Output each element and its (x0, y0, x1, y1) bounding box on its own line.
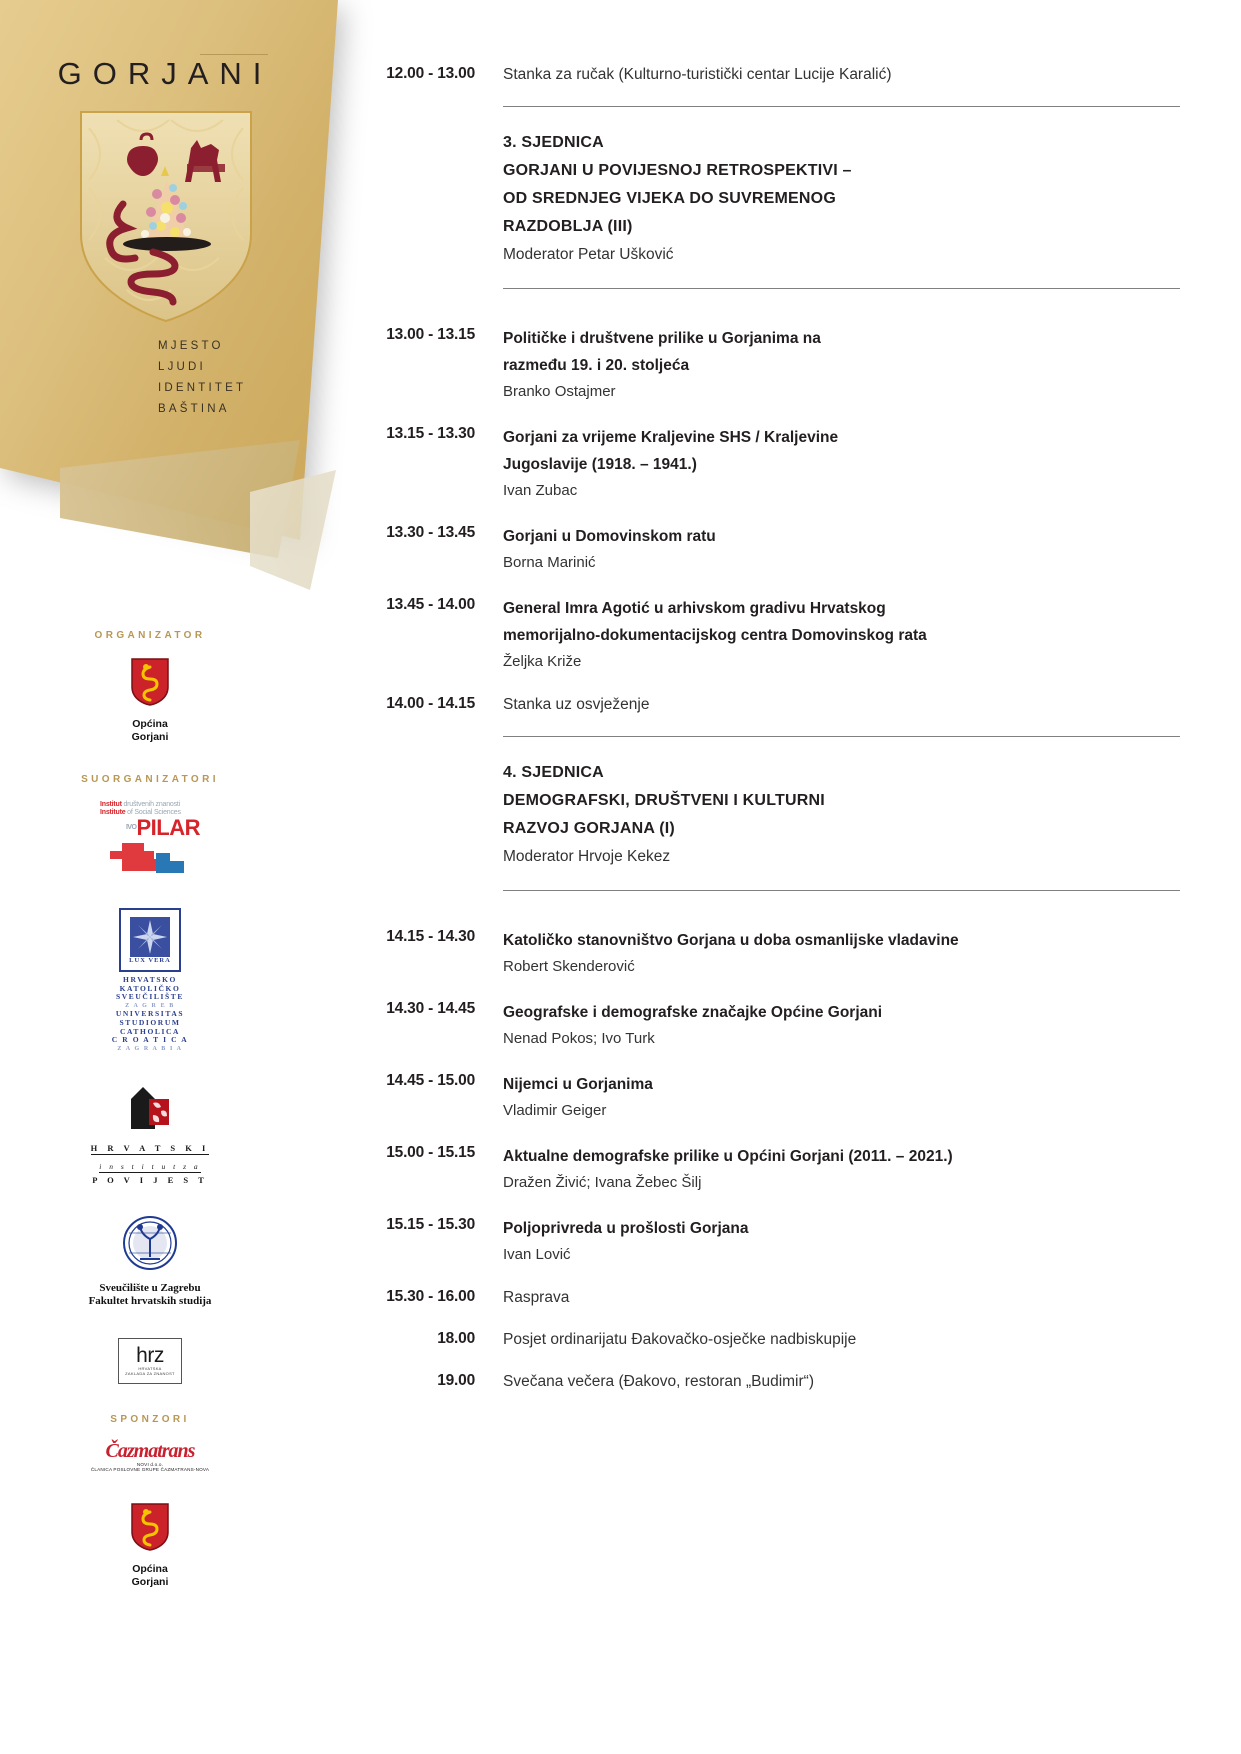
pilar-word-social: of Social Sciences (127, 809, 181, 816)
talk-author: Ivan Lović (503, 1246, 571, 1263)
schedule-talk-row (360, 999, 1180, 1051)
sponsor-sidebar (0, 630, 300, 1619)
schedule-talk-row (360, 325, 1180, 404)
schedule-body (475, 694, 1180, 716)
session-title-line: RAZVOJ GORJANA (I) (503, 820, 675, 837)
hks-motto: LUX VERA (129, 956, 171, 964)
hip-line-3: P O V I J E S T (92, 1175, 208, 1186)
talk-title-line: razmeđu 19. i 20. stoljeća (503, 357, 690, 374)
tagline-line-1: MJESTO (158, 340, 224, 352)
schedule-time: 14.00 - 14.15 (386, 695, 475, 712)
schedule-body (475, 523, 1180, 575)
schedule-body (475, 1215, 1180, 1267)
schedule-time: 18.00 (437, 1330, 475, 1347)
schedule-time: 13.45 - 14.00 (386, 596, 475, 613)
hks-line-3: SVEUČILIŠTE (115, 992, 185, 1002)
schedule-time: 15.15 - 15.30 (386, 1216, 475, 1233)
logo-caption (0, 718, 300, 744)
session-header (360, 106, 1180, 289)
hks-line-8: C R O A T I C A (111, 1035, 189, 1045)
hrz-box (118, 1338, 182, 1384)
session-divider-top (503, 106, 1180, 107)
schedule-time: 13.00 - 13.15 (386, 326, 475, 343)
session-title-line: OD SREDNJEG VIJEKA DO SUVREMENOG (503, 190, 836, 207)
opcina-gorjani-shield-icon (130, 657, 170, 707)
session-number: 4. SJEDNICA (503, 764, 604, 781)
pilar-word-institute: Institute (100, 809, 126, 816)
entry-text: Rasprava (503, 1289, 570, 1306)
session-divider-bottom (503, 288, 1180, 289)
entry-text: Svečana večera (Đakovo, restoran „Budimir“) (503, 1373, 814, 1390)
caption-line-2: Fakultet hrvatskih studija (88, 1295, 212, 1308)
schedule-time: 14.45 - 15.00 (386, 1072, 475, 1089)
session-header (360, 736, 1180, 891)
session-moderator: Moderator Hrvoje Kekez (503, 848, 671, 865)
hks-line-7: CATHOLICA (119, 1026, 181, 1036)
schedule-entry-row (360, 64, 1180, 86)
hks-line-2: KATOLIČKO (119, 983, 181, 993)
talk-title-line: Geografske i demografske značajke Općine Gorjani (503, 1004, 883, 1021)
hip-line-1: H R V A T S K I (90, 1143, 210, 1154)
schedule-talk-row (360, 523, 1180, 575)
pilar-word-drustvenih: društvenih znanosti (123, 801, 180, 808)
schedule-body (475, 325, 1180, 404)
schedule-time: 14.15 - 14.30 (386, 928, 475, 945)
schedule-entry-row (360, 1329, 1180, 1351)
pilar-word-institut: Institut (100, 801, 122, 808)
cazmatrans-sub-1: NOVI d.o.o. (136, 1462, 164, 1468)
talk-title-line: Jugoslavije (1918. – 1941.) (503, 456, 697, 473)
caption-line-1: Općina (132, 1563, 168, 1576)
talk-title-line: memorijalno-dokumentacijskog centra Domovinskog rata (503, 627, 927, 644)
hks-line-9: Z A G R A B I A (117, 1045, 183, 1052)
brand-title: GORJANI (57, 56, 273, 91)
session-title-line: DEMOGRAFSKI, DRUŠTVENI I KULTURNI (503, 792, 825, 809)
hrz-wordmark: hrz (136, 1344, 164, 1368)
session-title-line: GORJANI U POVIJESNOJ RETROSPEKTIVI – (503, 162, 852, 179)
schedule-talk-row (360, 595, 1180, 674)
caption-line-2: Gorjani (131, 1576, 169, 1589)
schedule-body (475, 999, 1180, 1051)
schedule-body (475, 1071, 1180, 1123)
talk-author: Vladimir Geiger (503, 1102, 607, 1119)
schedule-body (475, 424, 1180, 503)
hip-house-icon (127, 1083, 173, 1133)
entry-text: Posjet ordinarijatu Đakovačko-osječke nadbiskupije (503, 1331, 857, 1348)
compass-star-icon (130, 917, 170, 957)
hks-emblem-box (119, 908, 181, 972)
brand-rule (200, 54, 268, 55)
hip-name-lines (0, 1138, 300, 1185)
logo-hrvatski-institut-za-povijest (0, 1083, 300, 1185)
schedule-talk-row (360, 927, 1180, 979)
schedule-time: 13.15 - 13.30 (386, 425, 475, 442)
schedule-body (475, 1371, 1180, 1393)
hks-line-4: Z A G R E B (125, 1002, 175, 1009)
talk-title-line: Aktualne demografske prilike u Općini Gorjani (2011. – 2021.) (503, 1148, 953, 1165)
talk-title-line: Katoličko stanovništvo Gorjana u doba osmanlijske vladavine (503, 932, 959, 949)
section-label-suorganizatori: SUORGANIZATORI (81, 774, 219, 785)
schedule-body (475, 1329, 1180, 1351)
talk-title-line: Gorjani u Domovinskom ratu (503, 528, 716, 545)
logo-hrvatsko-katolicko-sveuciliste (0, 908, 300, 1053)
schedule-body (475, 595, 1180, 674)
logo-caption (0, 1282, 300, 1308)
talk-author: Nenad Pokos; Ivo Turk (503, 1030, 655, 1047)
gorjani-banner (0, 0, 360, 600)
opcina-gorjani-shield-icon (130, 1502, 170, 1552)
schedule-body (475, 1143, 1180, 1195)
caption-line-2: Gorjani (131, 731, 169, 743)
talk-title-line: Gorjani za vrijeme Kraljevine SHS / Kraljevine (503, 429, 839, 446)
schedule-entry-row (360, 1287, 1180, 1309)
section-label-sponzori: SPONZORI (110, 1414, 190, 1426)
talk-author: Ivan Zubac (503, 482, 578, 499)
schedule-entry-row (360, 694, 1180, 716)
hks-name-lines (0, 976, 300, 1053)
logo-hrvatska-zaklada-za-znanost (0, 1338, 300, 1384)
logo-caption (0, 1563, 300, 1589)
talk-author: Željka Križe (503, 653, 582, 670)
schedule-body (475, 1287, 1180, 1309)
schedule-time: 13.30 - 13.45 (386, 524, 475, 541)
pilar-steps-icon (100, 839, 200, 873)
talk-title-line: General Imra Agotić u arhivskom gradivu Hrvatskog (503, 600, 886, 617)
logo-fakultet-hrvatskih-studija (0, 1215, 300, 1308)
logo-opcina-gorjani-sponsor (0, 1502, 300, 1589)
logo-cazmatrans (0, 1441, 300, 1472)
hip-line-2: i n s t i t u t z a (99, 1162, 201, 1172)
banner-tagline (158, 336, 246, 420)
hrz-sub-2: ZAKLADA ZA ZNANOST (125, 1371, 175, 1377)
tagline-line-2: LJUDI (158, 361, 206, 373)
session-divider-bottom (503, 890, 1180, 891)
schedule-time: 15.30 - 16.00 (386, 1288, 475, 1305)
entry-text: Stanka za ručak (Kulturno-turistički centar Lucije Karalić) (503, 66, 892, 83)
section-label-organizator: ORGANIZATOR (94, 630, 206, 641)
hrz-sub-1: HRVATSKA (138, 1366, 162, 1372)
schedule-time: 15.00 - 15.15 (386, 1144, 475, 1161)
schedule-time: 19.00 (437, 1372, 475, 1389)
caption-line-1: Općina (132, 718, 168, 730)
talk-author: Borna Marinić (503, 554, 596, 571)
cazmatrans-wordmark: Čazmatrans (105, 1440, 195, 1463)
logo-institut-pilar (0, 801, 300, 878)
schedule-body (475, 927, 1180, 979)
schedule-talk-row (360, 1071, 1180, 1123)
hks-line-5: UNIVERSITAS (115, 1009, 185, 1019)
pilar-word-ivo: IVO (125, 824, 137, 831)
spacer (360, 311, 1180, 325)
university-seal-icon (122, 1215, 178, 1271)
pilar-wordmark: PILAR (136, 815, 200, 840)
caption-line-1: Sveučilište u Zagrebu (99, 1282, 201, 1295)
schedule-time: 12.00 - 13.00 (386, 65, 475, 82)
session-moderator: Moderator Petar Ušković (503, 246, 674, 263)
schedule-entry-row (360, 1371, 1180, 1393)
talk-author: Robert Skenderović (503, 958, 635, 975)
hks-line-6: STUDIORUM (119, 1017, 181, 1027)
talk-title-line: Političke i društvene prilike u Gorjanima na (503, 330, 821, 347)
schedule-talk-row (360, 424, 1180, 503)
schedule-talk-row (360, 1143, 1180, 1195)
schedule-body (475, 64, 1180, 86)
schedule-talk-row (360, 1215, 1180, 1267)
spacer (360, 913, 1180, 927)
talk-title-line: Poljoprivreda u prošlosti Gorjana (503, 1220, 749, 1237)
hks-line-1: HRVATSKO (123, 975, 177, 984)
session-number: 3. SJEDNICA (503, 134, 604, 151)
tagline-line-4: BAŠTINA (158, 403, 230, 415)
tagline-line-3: IDENTITET (158, 382, 247, 394)
session-title-line: RAZDOBLJA (III) (503, 218, 633, 235)
talk-title-line: Nijemci u Gorjanima (503, 1076, 653, 1093)
talk-author: Branko Ostajmer (503, 383, 616, 400)
cazmatrans-sub-2: ČLANICA POSLOVNE GRUPE ČAZMATRANS-NOVA (90, 1467, 210, 1473)
session-divider-top (503, 736, 1180, 737)
schedule-list (360, 64, 1180, 1413)
gorjani-crest-icon (75, 108, 257, 326)
schedule-time: 14.30 - 14.45 (386, 1000, 475, 1017)
entry-text: Stanka uz osvježenje (503, 696, 650, 713)
logo-opcina-gorjani-organizer (0, 657, 300, 744)
talk-author: Dražen Živić; Ivana Žebec Šilj (503, 1174, 702, 1191)
